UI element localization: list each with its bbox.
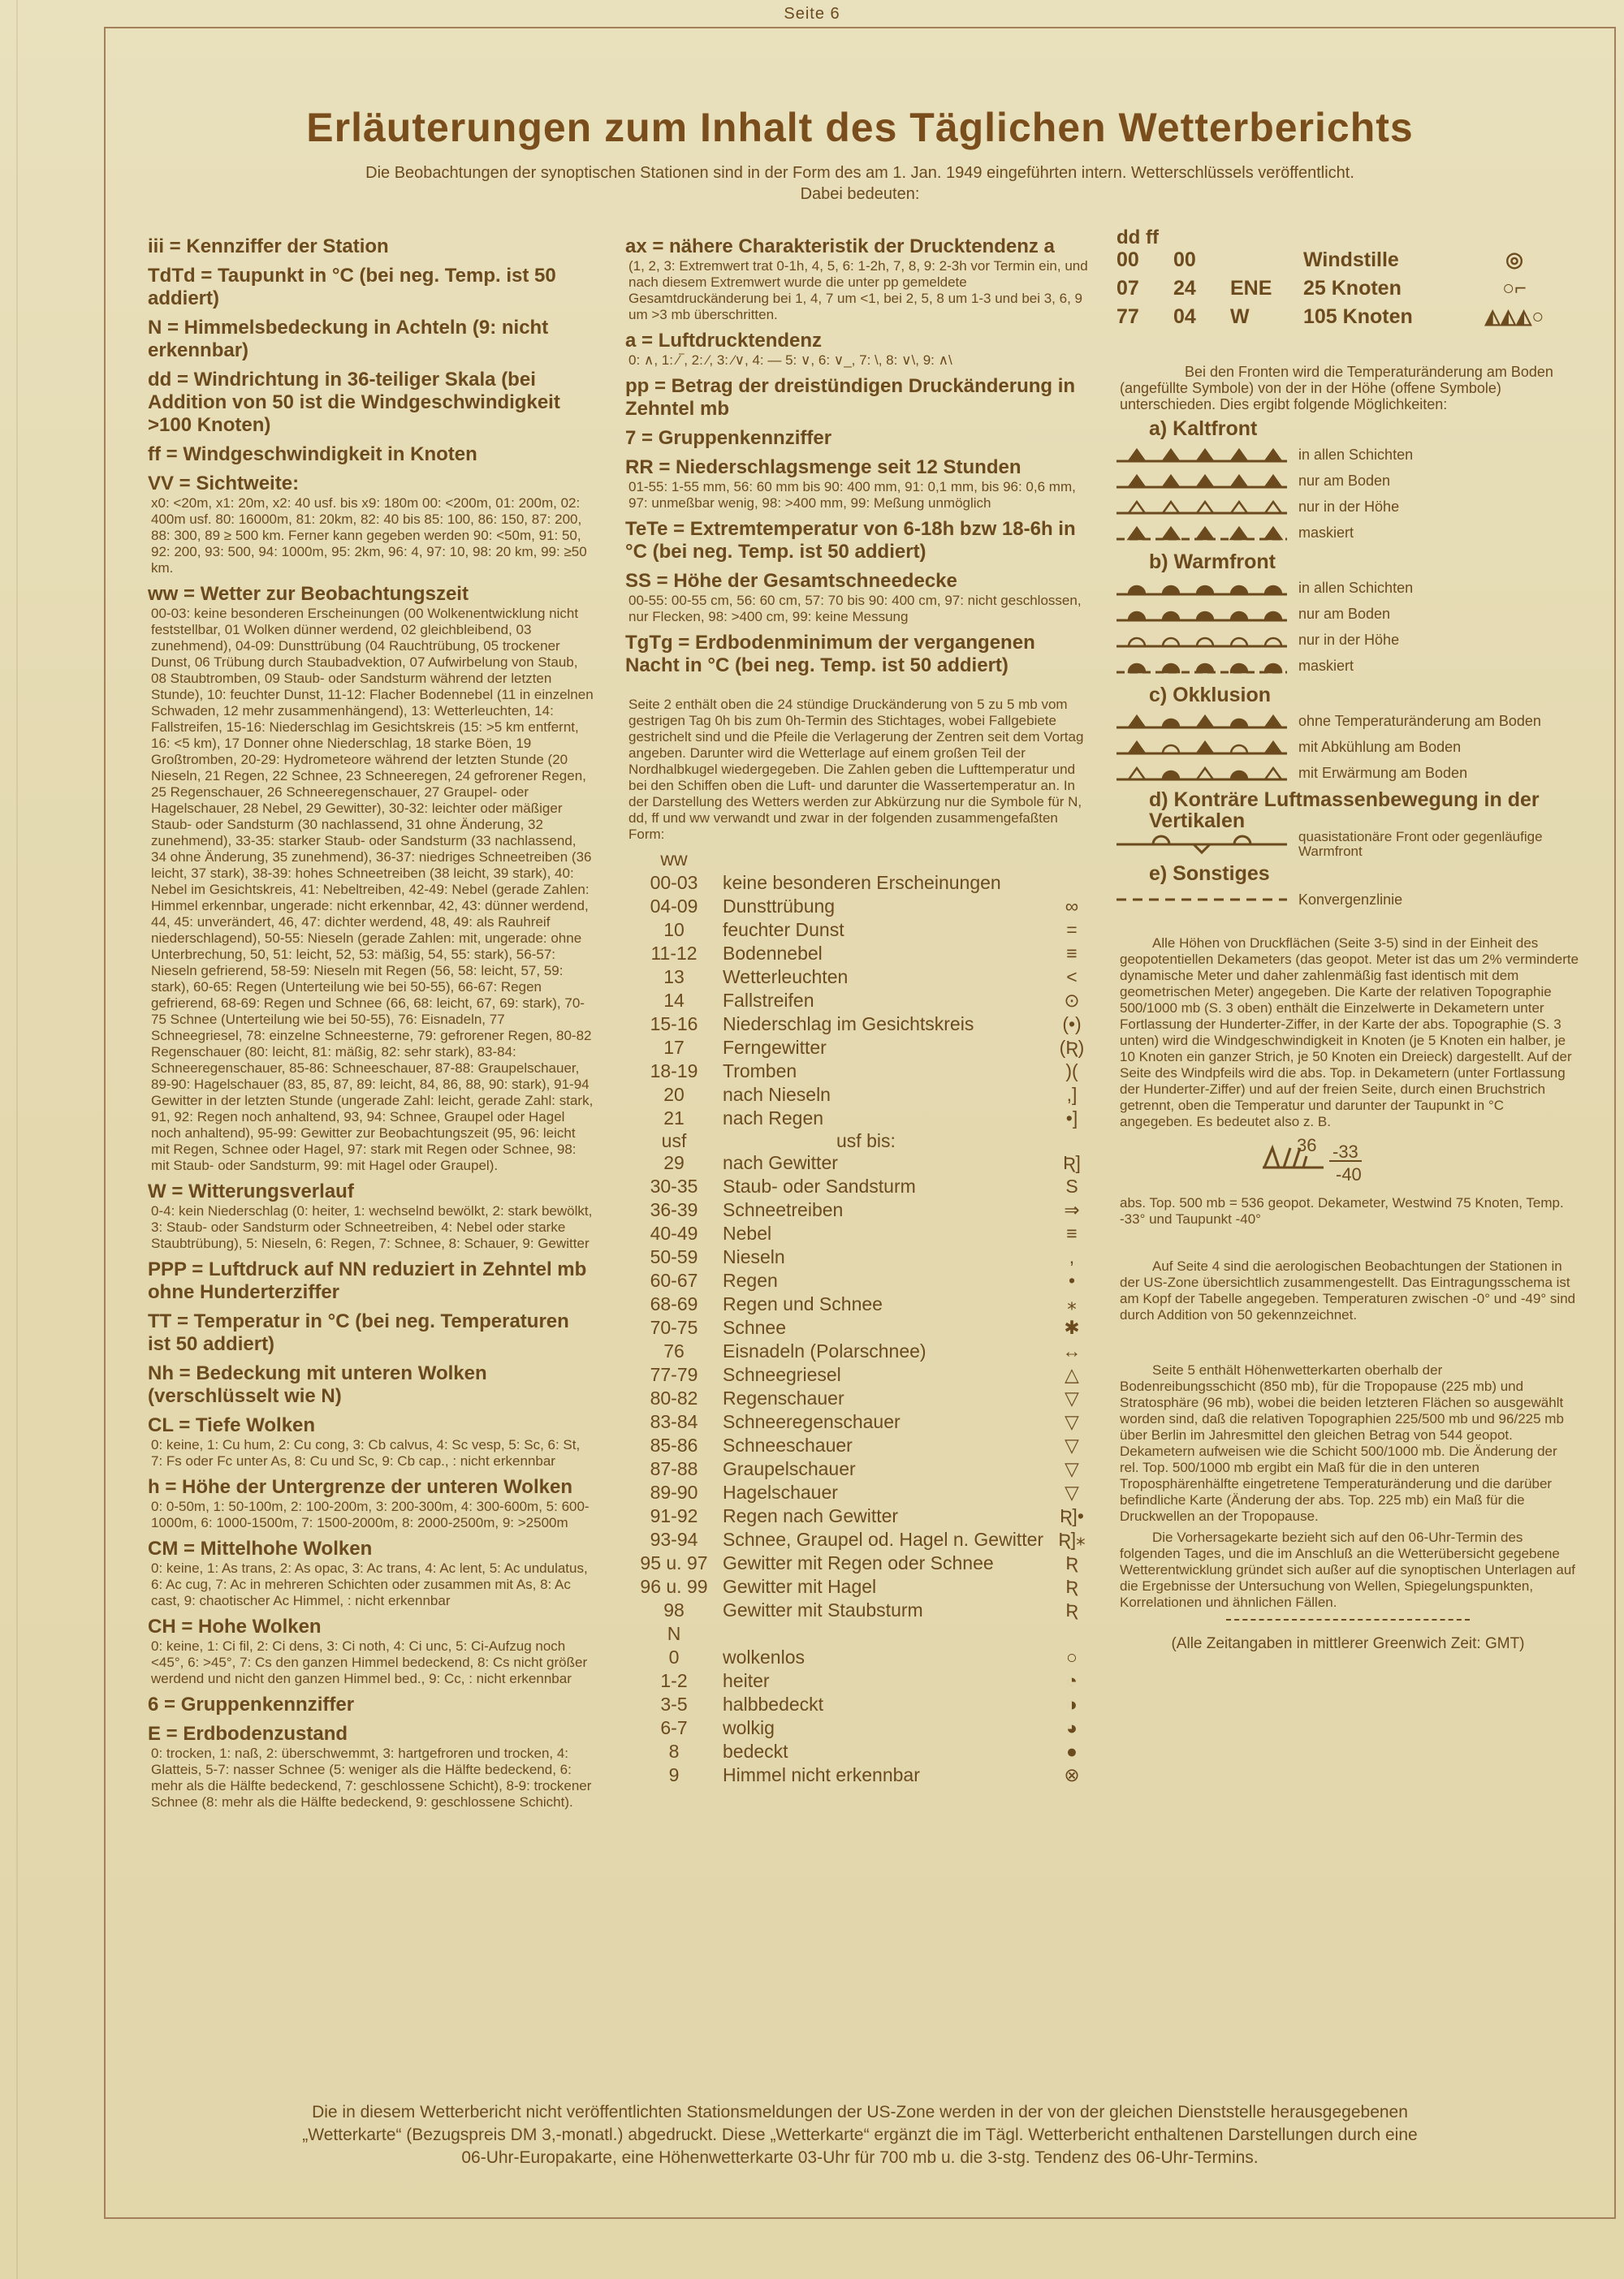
ww-code: 36-39: [650, 1199, 698, 1220]
ww-label: Nebel: [723, 1223, 772, 1244]
kalt-front-row: [1116, 494, 1579, 520]
wind-barb-example-icon: [1255, 1140, 1328, 1172]
stationary-front-symbol: [1116, 835, 1287, 854]
pressure-heading: pp = Betrag der dreistündigen Druckänderung in Zehntel mb: [625, 375, 1076, 420]
kalt-front-symbol: [1116, 497, 1287, 516]
divider-dashed: [1226, 1619, 1470, 1621]
code-text: 0: keine, 1: Cu hum, 2: Cu cong, 3: Cb calvus, 4: Sc vesp, 5: Sc, 6: St, 7: Fs oder Fc unter As, 8: Cu und Sc, 9: Cb cap., : nicht erkennbar: [151, 1437, 581, 1469]
ww-label: Niederschlag im Gesichtskreis: [723, 1013, 974, 1034]
code-heading: N = Himmelsbedeckung in Achteln (9: nicht erkennbar): [148, 317, 549, 361]
ww-row: [625, 1175, 1088, 1198]
wind-direction: W: [1230, 305, 1250, 328]
ww-label: Regen: [723, 1270, 778, 1291]
wind-direction: [1230, 246, 1303, 274]
warmfront-title: b) Warmfront: [1149, 550, 1276, 573]
page-title: Erläuterungen zum Inhalt des Täglichen Wetterberichts: [306, 105, 1414, 150]
kalt-front-symbol: [1116, 445, 1287, 464]
ww-symbol-icon: ▽: [1065, 1388, 1079, 1409]
ww-symbol-icon: ⁎: [1067, 1293, 1077, 1314]
kalt-front-row: [1116, 520, 1579, 546]
column-middle: [625, 229, 1088, 1787]
usf-row: [625, 1130, 1088, 1151]
code-text: 00-03: keine besonderen Erscheinungen (00 Wolkenentwicklung nicht feststellbar, 01 Wolken dünner werdend, 02 gleichbleibend, 03 zunehmend), 04-09: Dunsttrübung (04 Rauchtrübung, 05 trockener Dunst, 06 Trübung durch Staubadvektion, 07 Aufwirbelung von Staub, 08 Staubtromben, 09 Staub- oder Sandsturm während der letzten Stunde), 10: feuchter Dunst, 11-12: Flacher Bodennebel (11 in einzelnen Schwaden, 12 mehr zusammenhängend), 13: Wetterleuchten, 14: Fallstreifen, 15-16: Niederschlag im Gesichtskreis (15: >5 km entfernt, 16: <5 km), 17 Donner ohne Niederschlag, 18 starke Böen, 19 Großtromben, 20-29: Hydrometeore während der letzten Stunde (20 Nieseln, 21 Regen, 22 Schnee, 23 Schneeregen, 24 gefrorener Regen, 25 Regenschauer, 26 Schneeregenschauer, 27 Graupel- oder Hagelschauer, 28 Nebel, 29 Gewitter), 30-32: leichter oder mäßiger Staub- oder Sandsturm (30 nachlassend, 31 ohne Änderung, 32 zunehmend), 33-35: starker Staub- oder Sandsturm (33 nachlassend, 34 ohne Änderung, 35 zunehmend), 36-37: niedriges Schneetreiben (36 leicht, 37 stark), 38-39: hohes Schneetreiben (38 leicht, 39 stark), 40: Nebel im Gesichtskreis, 41: Nebeltreiben, 42-49: Nebel (gerade Zahlen: Himmel erkennbar, ungerade: nicht erkennbar, 42, 43: dünner werdend, 44, 45: unverändert, 46, 47: dichter werdend, 48, 49: als Rauhreif niederschlagend), 50-55: Nieseln (gerade Zahlen: mit, ungerade: ohne Unterbrechung, 50, 51: leicht, 52, 53: mäßig, 54, 55: stark), 56-57: Nieseln gefrierend, 58-59: Nieseln mit Regen (56, 58: leicht, 57, 59: stark), 60-65: Regen (Unterteilung wie bei 50-55), 66-67: Regen gefrierend, 68-69: Regen und Schnee (66, 68: leicht, 67, 69: stark), 70-75 Schnee (Unterteilung wie bei 50-55), 76: Eisnadeln, 77 Schneegriesel, 78: einzelne Schneesterne, 79: gefrorener Regen, 80-82 Regenschauer (80: leicht, 81: mäßig, 82: sehr stark), 83-84: Schneeregenschauer, 85-86: Schneeschauer, 87-88: Graupelschauer, 89-90: Hagelschauer (83, 85, 87, 89: leicht, 84, 86, 88, 90: stark), 91-94 Gewitter in der letzten Stunde (ungerade Zahl: leicht, gerade Zahl: stark, 91, 92: Regen noch anhaltend, 93, 94: Schnee, Graupel oder Hagel noch anhaltend), 95-99: Gewitter zur Beobachtungszeit (95, 96: leicht mit Regen, Schnee oder Hagel, 97: stark mit Regen oder Schnee, 98: mit Staub- oder Sandsturm, 99: mit Hagel oder Graupel).: [151, 606, 594, 1173]
pressure-text: 01-55: 1-55 mm, 56: 60 mm bis 90: 400 mm, 91: 0,1 mm, bis 96: 0,6 mm, 97: unmeßbar wenig, 98: >400 mm, 99: Meßung unmöglich: [628, 479, 1076, 511]
ww-label: Gewitter mit Hagel: [723, 1576, 877, 1597]
ww-symbol-icon: ⇒: [1064, 1199, 1080, 1220]
ww-symbol-icon: ,: [1069, 1246, 1075, 1267]
wind-ff: 24: [1173, 277, 1196, 300]
ww-symbol-icon: S: [1065, 1176, 1078, 1197]
kalt-front-label: maskiert: [1298, 524, 1354, 541]
cloud-cover-code: 6-7: [660, 1717, 688, 1738]
ww-code: 17: [663, 1037, 685, 1058]
ww-code: 96 u. 99: [640, 1576, 708, 1597]
code-heading: E = Erdbodenzustand: [148, 1723, 348, 1745]
warmfront-list: [1116, 575, 1579, 679]
ww-head-label: ww: [660, 848, 688, 870]
cloud-cover-label: bedeckt: [723, 1741, 788, 1762]
cloud-cover-label: heiter: [723, 1670, 770, 1691]
cloud-cover-code: 1-2: [660, 1670, 688, 1691]
code-text: 0: trocken, 1: naß, 2: überschwemmt, 3: hartgefroren und trocken, 4: Glatteis, 5-7: nasser Schnee (5: weniger als die Hälfte bedeckend, 6: mehr als die Hälfte bedeckend, 7: geschlossene Schicht), 8-9: trockener Schnee (8: mehr als die Hälfte bedeckend, 9: geschlossene Schicht).: [151, 1746, 592, 1810]
code-heading: 6 = Gruppenkennziffer: [148, 1694, 355, 1716]
cloud-cover-label: Himmel nicht erkennbar: [723, 1764, 920, 1785]
page-number: Seite 6: [784, 5, 840, 23]
ww-row: [625, 1599, 1088, 1622]
wind-row: [1116, 303, 1579, 331]
ww-label: Schneetreiben: [723, 1199, 844, 1220]
kalt-front-symbol: [1116, 523, 1287, 542]
ww-symbol-icon: <: [1066, 966, 1078, 987]
ww-code: 98: [663, 1599, 685, 1621]
wind-example: [1255, 1137, 1579, 1187]
konvergenz-row: [1116, 887, 1579, 913]
cloud-cover-row: [625, 1669, 1088, 1693]
ww-row: [625, 1410, 1088, 1434]
ww-row: [625, 1434, 1088, 1457]
ww-symbol-icon: Ʀ: [1065, 1576, 1078, 1597]
ww-symbol-icon: ↔: [1062, 1340, 1082, 1362]
ww-label: Schnee: [723, 1317, 787, 1338]
pressure-heading: TeTe = Extremtemperatur von 6-18h bzw 18-6h in °C (bei neg. Temp. ist 50 addiert): [625, 518, 1076, 563]
ww-row: [625, 1012, 1088, 1036]
ww-symbol-icon: Ʀ]⁎: [1058, 1529, 1086, 1550]
kaltfront-list: [1116, 442, 1579, 546]
wind-direction: ENE: [1230, 277, 1272, 300]
code-heading: PPP = Luftdruck auf NN reduziert in Zehntel mb ohne Hunderterziffer: [148, 1258, 587, 1303]
kalt-front-row: [1116, 442, 1579, 468]
ww-code: 04-09: [650, 896, 698, 917]
ww-row: [625, 1481, 1088, 1504]
ww-label: Staub- oder Sandsturm: [723, 1176, 916, 1197]
cloud-cover-symbol-icon: ◑: [1066, 1694, 1078, 1715]
fronts-intro: Bei den Fronten wird die Temperaturänderung am Boden (angefüllte Symbole) von der in der Höhe (offene Symbole) unterschieden. Dies ergibt folgende Möglichkeiten:: [1120, 364, 1553, 412]
ww-label: Ferngewitter: [723, 1037, 827, 1058]
code-heading: VV = Sichtweite:: [148, 473, 300, 494]
ww-label: Gewitter mit Staubsturm: [723, 1599, 923, 1621]
ww-row: [625, 1083, 1088, 1107]
ww-label: nach Nieseln: [723, 1084, 831, 1105]
ww-label: nach Regen: [723, 1107, 824, 1129]
example-caption: abs. Top. 500 mb = 536 geopot. Dekameter, Westwind 75 Knoten, Temp. -33° und Taupunkt -40°: [1120, 1195, 1564, 1227]
okklusion-title: c) Okklusion: [1149, 684, 1272, 706]
ww-code: 83-84: [650, 1411, 698, 1432]
cloud-cover-symbol-icon: ○: [1066, 1647, 1078, 1668]
code-heading: CL = Tiefe Wolken: [148, 1414, 316, 1436]
wind-speed: 25 Knoten: [1303, 277, 1402, 300]
cloud-cover-code: 8: [668, 1741, 680, 1762]
ww-row: [625, 918, 1088, 942]
ww-symbol-icon: )(: [1065, 1060, 1078, 1081]
ww-row: [625, 1528, 1088, 1552]
wind-ff: 00: [1173, 248, 1196, 271]
ww-row: [625, 1222, 1088, 1245]
code-heading: ff = Windgeschwindigkeit in Knoten: [148, 443, 477, 465]
subtitle-line-2: Dabei bedeuten:: [800, 185, 920, 203]
ww-label: Regenschauer: [723, 1388, 844, 1409]
kontraer-row: [1116, 831, 1579, 857]
wind-dd: 77: [1116, 305, 1139, 328]
cloud-cover-code: 3-5: [660, 1694, 688, 1715]
ww-code: 21: [663, 1107, 685, 1129]
pressure-block: [625, 235, 1088, 677]
ww-code: 15-16: [650, 1013, 698, 1034]
ww-row: [625, 1245, 1088, 1269]
konvergenz-label: Konvergenzlinie: [1298, 891, 1403, 908]
usf-left: usf: [661, 1130, 687, 1151]
column-left: [148, 229, 594, 1811]
column-right: [1116, 229, 1579, 1652]
ww-code: 20: [663, 1084, 685, 1105]
ww-row: [625, 965, 1088, 989]
okkl-front-symbol: [1116, 737, 1287, 757]
code-text: 0: keine, 1: Ci fil, 2: Ci dens, 3: Ci noth, 4: Ci unc, 5: Ci-Aufzug noch <45°, 6: >45°, 7: Cs den ganzen Himmel bedeckend, 8: Cs nicht größer werdend und nicht den ganzen Himmel bed., 9: Cc, : nicht erkennbar: [151, 1638, 588, 1686]
pressure-heading: 7 = Gruppenkennziffer: [625, 427, 832, 449]
ww-label: Hagelschauer: [723, 1482, 838, 1503]
ww-label: Schneeregenschauer: [723, 1411, 901, 1432]
ww-row: [625, 1269, 1088, 1293]
footer-note: [104, 2101, 1616, 2169]
ww-code: 14: [663, 990, 685, 1011]
convergence-line-symbol: [1116, 890, 1287, 909]
subtitle: [104, 162, 1616, 205]
ww-code: 91-92: [650, 1505, 698, 1526]
code-text: 0: 0-50m, 1: 50-100m, 2: 100-200m, 3: 200-300m, 4: 300-600m, 5: 600-1000m, 6: 1000-1500m, 7: 1500-2000m, 8: 2000-2500m, 9: >2500m: [151, 1499, 590, 1530]
okkl-front-label: ohne Temperaturänderung am Boden: [1298, 712, 1541, 729]
cloud-cover-row: [625, 1740, 1088, 1763]
ww-symbol-icon: (•): [1062, 1013, 1082, 1034]
ww-row: [625, 1107, 1088, 1130]
warm-front-symbol: [1116, 604, 1287, 624]
code-text: 0: keine, 1: As trans, 2: As opac, 3: Ac trans, 4: Ac lent, 5: Ac undulatus, 6: Ac cug, 7: Ac in mehreren Schichten oder zusammen mit As, 8: Ac cast, 9: chaotischer Ac Himmel, : nicht erkennbar: [151, 1560, 588, 1608]
ww-symbol-icon: •]: [1065, 1107, 1078, 1129]
ww-code: 93-94: [650, 1529, 698, 1550]
code-heading: CH = Hohe Wolken: [148, 1616, 322, 1638]
ww-label: Dunsttrübung: [723, 896, 836, 917]
code-heading: TdTd = Taupunkt in °C (bei neg. Temp. ist 50 addiert): [148, 265, 556, 309]
ww-row: [625, 1504, 1088, 1528]
ww-head: [625, 848, 1088, 871]
warm-front-symbol: [1116, 630, 1287, 650]
ww-label: Wetterleuchten: [723, 966, 849, 987]
ww-row: [625, 1552, 1088, 1575]
warm-front-symbol: [1116, 578, 1287, 598]
ww-code: 85-86: [650, 1435, 698, 1456]
pressure-heading: TgTg = Erdbodenminimum der vergangenen Nacht in °C (bei neg. Temp. ist 50 addiert): [625, 632, 1035, 676]
seite2-text: Seite 2 enthält oben die 24 stündige Druckänderung von 5 zu 5 mb vom gestrigen Tag 0h bis zum 0h-Termin des Stichtages, wobei Fallgebiete gestrichelt sind und die Pfeile die Verlagerung der Zentren seit dem Vortag angeben. Darunter wird die Wetterlage auf einem großen Teil der Nordhalbkugel wiedergegeben. Die Zahlen geben die Lufttemperatur und bei den Schiffen oben die Luft- und darunter die Wassertemperatur an. In der Darstellung des Wetters werden zur Abkürzung nur die Symbole für N, dd, ff und ww verwandt und zwar in der folgenden zusammengefaßten Form:: [628, 697, 1084, 842]
ww-label: Graupelschauer: [723, 1458, 856, 1479]
ww-code: 00-03: [650, 872, 698, 893]
vorhersage-text: Die Vorhersagekarte bezieht sich auf den 06-Uhr-Termin des folgenden Tages, und die im Anschluß an die Wetterübersicht gegebene Wetterentwicklung gründet sich außer auf die synoptischen Unterlagen auf die Ergebnisse der Untersuchung von Wellen, Spiegelungspunkten, Korrelationen und ähnlichen Fällen.: [1120, 1530, 1576, 1610]
wind-dd: 00: [1116, 248, 1139, 271]
ww-label: Schnee, Graupel od. Hagel n. Gewitter: [723, 1529, 1044, 1550]
wind-speed: 105 Knoten: [1303, 305, 1413, 328]
ww-code: 30-35: [650, 1176, 698, 1197]
warm-front-label: in allen Schichten: [1298, 579, 1414, 596]
kalt-front-row: [1116, 468, 1579, 494]
cloud-cover-symbol-icon: ◔: [1066, 1670, 1078, 1691]
cloud-cover-code: 0: [668, 1647, 680, 1668]
wind-speed: Windstille: [1303, 248, 1399, 271]
ww-label: Tromben: [723, 1060, 797, 1081]
ww-row: [625, 989, 1088, 1012]
seite5-text: Seite 5 enthält Höhenwetterkarten oberhalb der Bodenreibungsschicht (850 mb), für die Tropopause (225 mb) und Stratosphäre (96 mb), wobei die beiden letzteren Flächen so ausgewählt worden sind, daß die relativen Topographien 225/500 mb und 96/225 mb über Berlin im Jahresmittel den gleichen Betrag von 544 geopot. Dekametern aufweisen wie die Schicht 500/1000 mb. Die Änderung der rel. Top. 500/1000 mb ergibt ein Maß für die in den unteren Troposphärenhälfte eingetretene Temperaturänderung und die darüber befindliche Karte (Änderung der abs. Top. 225 mb) ein Maß für die Druckwellen an der Tropopause.: [1120, 1362, 1564, 1524]
cloud-cover-label: wolkig: [723, 1717, 775, 1738]
ww-symbol-icon: ≡: [1066, 1223, 1078, 1244]
ww-label: feuchter Dunst: [723, 919, 844, 940]
ww-symbol-icon: Ʀ: [1065, 1599, 1078, 1621]
ww-code: 18-19: [650, 1060, 698, 1081]
ww-code: 10: [663, 919, 685, 940]
cloud-cover-row: [625, 1693, 1088, 1716]
okkl-front-row: [1116, 760, 1579, 786]
n-head: [625, 1622, 1088, 1646]
ww-symbol-icon: Ʀ]: [1063, 1152, 1081, 1173]
example-right: -33: [1329, 1143, 1362, 1162]
wind-dd: 07: [1116, 277, 1139, 300]
code-text: x0: <20m, x1: 20m, x2: 40 usf. bis x9: 180m 00: <200m, 01: 200m, 02: 400m usf. 80: 16000m, 81: 20km, 82: 40 bis 85: 100, 86: 150, 87: 200, 88: 300, 89 ≥ 500 km. Ferner kann gegeben werden 90: <50m, 91: 50, 92: 200, 93: 500, 94: 1000m, 95: 2km, 96: 4, 97: 10, 98: 20 km, 99: ≥50 km.: [151, 495, 587, 576]
ww-row: [625, 1575, 1088, 1599]
pressure-heading: RR = Niederschlagsmenge seit 12 Stunden: [625, 456, 1021, 478]
cloud-cover-code: 9: [668, 1764, 680, 1785]
ww-code: 11-12: [650, 943, 698, 964]
ww-table: [625, 871, 1088, 1130]
kalt-front-symbol: [1116, 471, 1287, 490]
example-top: 36: [1297, 1135, 1317, 1155]
ww-code: 40-49: [650, 1223, 698, 1244]
ww-label: Gewitter mit Regen oder Schnee: [723, 1552, 994, 1573]
pressure-text: 0: ∧, 1: ⁄‾, 2: ⁄, 3: ⁄∨, 4: — 5: ∨, 6: ∨_, 7: \, 8: ∨\, 9: ∧\: [628, 352, 952, 368]
cloud-cover-row: [625, 1716, 1088, 1740]
ww-label: Bodennebel: [723, 943, 823, 964]
ww-row: [625, 1151, 1088, 1175]
ww-symbol-icon: •: [1068, 1270, 1076, 1291]
ww-row: [625, 1363, 1088, 1387]
warm-front-row: [1116, 601, 1579, 627]
wind-row: [1116, 274, 1579, 303]
okkl-front-label: mit Erwärmung am Boden: [1298, 764, 1468, 781]
code-heading: Nh = Bedeckung mit unteren Wolken (verschlüsselt wie N): [148, 1362, 487, 1407]
code-heading: h = Höhe der Untergrenze der unteren Wolken: [148, 1476, 572, 1498]
ww-code: 29: [663, 1152, 685, 1173]
ww-symbol-icon: [1056, 871, 1088, 895]
kalt-front-label: in allen Schichten: [1298, 446, 1414, 463]
ww-label: Fallstreifen: [723, 990, 814, 1011]
gmt-note: (Alle Zeitangaben in mittlerer Greenwich Zeit: GMT): [1171, 1635, 1525, 1652]
ww-symbol-icon: △: [1065, 1364, 1079, 1385]
kaltfront-title: a) Kaltfront: [1149, 417, 1258, 440]
ww-symbol-icon: ▽: [1065, 1411, 1079, 1432]
warm-front-label: nur in der Höhe: [1298, 631, 1400, 648]
ww-code: 89-90: [650, 1482, 698, 1503]
code-heading: W = Witterungsverlauf: [148, 1181, 354, 1202]
ww-code: 77-79: [650, 1364, 698, 1385]
ww-symbol-icon: (Ʀ): [1059, 1037, 1085, 1058]
cloud-cover-symbol-icon: ●: [1066, 1741, 1078, 1762]
code-text: 0-4: kein Niederschlag (0: heiter, 1: wechselnd bewölkt, 2: stark bewölkt, 3: Staub- oder Sandsturm oder Schneetreiben, 4: Nebel oder starke Staubtrübung), 5: Nieseln, 6: Regen, 7: Schnee, 8: Schauer, 9: Gewitter: [151, 1203, 593, 1251]
wind-barb-icon: ◭◭◭○: [1484, 305, 1544, 328]
wind-table: [1116, 246, 1579, 331]
warm-front-label: nur am Boden: [1298, 605, 1391, 622]
ww-symbol-icon: ≡: [1066, 943, 1078, 964]
ww-label: Regen nach Gewitter: [723, 1505, 899, 1526]
warm-front-row: [1116, 653, 1579, 679]
ww-symbol-icon: ✱: [1064, 1317, 1080, 1338]
wind-barb-icon: ○⌐: [1502, 277, 1527, 300]
ww-label: Regen und Schnee: [723, 1293, 883, 1314]
warm-front-row: [1116, 575, 1579, 601]
ww-row: [625, 1198, 1088, 1222]
ww-label: Eisnadeln (Polarschnee): [723, 1340, 926, 1362]
kontraer-label: quasistationäre Front oder gegenläufige Warmfront: [1298, 829, 1543, 859]
cloud-cover-table: [625, 1646, 1088, 1787]
cloud-cover-symbol-icon: ⊗: [1064, 1764, 1080, 1785]
warm-front-row: [1116, 627, 1579, 653]
kalt-front-label: nur in der Höhe: [1298, 498, 1400, 515]
subtitle-line-1: Die Beobachtungen der synoptischen Stationen sind in der Form des am 1. Jan. 1949 eingeführten intern. Wetterschlüssels veröffentlicht.: [365, 164, 1354, 182]
kalt-front-label: nur am Boden: [1298, 472, 1391, 489]
code-heading: TT = Temperatur in °C (bei neg. Temperaturen ist 50 addiert): [148, 1310, 569, 1355]
pressure-heading: a = Luftdrucktendenz: [625, 330, 823, 352]
ww-row: [625, 1060, 1088, 1083]
wind-row: [1116, 246, 1579, 274]
code-heading: iii = Kennziffer der Station: [148, 235, 389, 257]
footer-text: Die in diesem Wetterbericht nicht veröffentlichten Stationsmeldungen der US-Zone werden in der von der gleichen Dienststelle herausgegebenen „Wetterkarte“ (Bezugspreis DM 3,-monatl.) abgedruckt. Diese „Wetterkarte“ ergänzt die im Tägl. Wetterbericht enthaltenen Darstellungen durch eine 06-Uhr-Europakarte, eine Höhenwetterkarte 03-Uhr für 700 mb u. die 3-stg. Tendenz des 06-Uhr-Termins.: [302, 2103, 1418, 2167]
okklusion-list: [1116, 708, 1579, 786]
ww-code: 80-82: [650, 1388, 698, 1409]
pressure-heading: SS = Höhe der Gesamtschneedecke: [625, 570, 957, 592]
ww-symbol-icon: Ʀ]•: [1060, 1505, 1084, 1526]
n-head-label: N: [667, 1623, 681, 1644]
okkl-front-row: [1116, 708, 1579, 734]
okkl-front-row: [1116, 734, 1579, 760]
ww-code: 68-69: [650, 1293, 698, 1314]
ww-row: [625, 1316, 1088, 1340]
code-heading: ww = Wetter zur Beobachtungszeit: [148, 583, 469, 605]
ww-row: [625, 1340, 1088, 1363]
cloud-cover-symbol-icon: ◕: [1066, 1717, 1078, 1738]
ww-code: 50-59: [650, 1246, 698, 1267]
ww-symbol-icon: ⊙: [1064, 990, 1080, 1011]
ww-symbol-icon: =: [1066, 919, 1078, 940]
code-heading: dd = Windrichtung in 36-teiliger Skala (bei Addition von 50 ist die Windgeschwindigkeit >100 Knoten): [148, 369, 560, 436]
ww-symbol-icon: ▽: [1065, 1458, 1079, 1479]
ww-symbol-icon: ,]: [1066, 1084, 1078, 1105]
pressure-heading: ax = nähere Charakteristik der Drucktendenz a: [625, 235, 1055, 257]
ww-row: [625, 895, 1088, 918]
page-edge-shadow: [16, 0, 18, 2279]
cloud-cover-label: halbbedeckt: [723, 1694, 824, 1715]
ww-code: 87-88: [650, 1458, 698, 1479]
cloud-cover-label: wolkenlos: [723, 1647, 805, 1668]
cloud-cover-row: [625, 1646, 1088, 1669]
okkl-front-symbol: [1116, 763, 1287, 783]
example-bottom: -40: [1336, 1164, 1362, 1185]
ww-code: 70-75: [650, 1317, 698, 1338]
hoehen-text: Alle Höhen von Druckflächen (Seite 3-5) sind in der Einheit des geopotentiellen Dekameters (das geopot. Meter ist das um 2% vermindertе dynamische Meter und daher zahlenmäßig fast identisch mit dem geometrischen Meter) angegeben. Die Karte der relativen Topographie 500/1000 mb (S. 3 oben) enthält die Einzelwerte in Dekametern unter Fortlassung der Hunderter-Ziffer, in der Karte der abs. Topographie (S. 3 unten) wird die Windgeschwindigkeit in Knoten (je 5 Knoten ein halber, je 10 Knoten ein ganzer Strich, je 50 Knoten ein Dreieck) dargestellt. Auf der Seite des Windpfeils wird die abs. Top. in Dekametern (unter Fortlassung der Hunderter-Ziffer) und auf der freien Seite, durch einen Bruchstrich getrennt, oben die Temperatur und darunter der Taupunkt in °C angegeben. Es bedeutet also z. B.: [1120, 935, 1579, 1129]
ww-label: Schneegriesel: [723, 1364, 841, 1385]
cloud-cover-row: [625, 1763, 1088, 1787]
pressure-text: 00-55: 00-55 cm, 56: 60 cm, 57: 70 bis 90: 400 cm, 97: nicht geschlossen, nur Flecken, 98: >400 cm, 99: keine Messung: [628, 593, 1082, 624]
usf-right: usf bis:: [836, 1130, 896, 1151]
warm-front-symbol: [1116, 656, 1287, 675]
ww-row: [625, 942, 1088, 965]
okkl-front-label: mit Abkühlung am Boden: [1298, 738, 1462, 755]
ww-code: 60-67: [650, 1270, 698, 1291]
pressure-text: (1, 2, 3: Extremwert trat 0-1h, 4, 5, 6: 1-2h, 7, 8, 9: 2-3h vor Termin ein, und nach diesem Extremwert wurde die unter pp gemeldete Gesamtdruckänderung bei 1, 4, 7 um <1, bei 2, 5, 8 um 1-3 und bei 3, 6, 9 um >3 mb überschritten.: [628, 258, 1088, 322]
ww-code: 13: [663, 966, 685, 987]
code-heading: CM = Mittelhohe Wolken: [148, 1538, 373, 1560]
kontraer-title: d) Konträre Luftmassenbewegung in der Vertikalen: [1149, 788, 1540, 832]
ww-row: [625, 871, 1088, 895]
ww-row: [625, 1457, 1088, 1481]
ww-row: [625, 1036, 1088, 1060]
ww-row: [625, 1293, 1088, 1316]
seite4-text: Auf Seite 4 sind die aerologischen Beobachtungen der Stationen in der US-Zone übersichtlich zusammengestellt. Das Eintragungsschema ist am Kopf der Tabelle angegeben. Temperaturen zwischen -0° und -49° sind durch Addition von 50 gekennzeichnet.: [1120, 1258, 1576, 1323]
ww-symbol-icon: ▽: [1065, 1482, 1079, 1503]
ww-label: Nieseln: [723, 1246, 785, 1267]
wind-head: dd ff: [1116, 227, 1159, 248]
ww-table-2: [625, 1151, 1088, 1622]
wind-ff: 04: [1173, 305, 1196, 328]
warm-front-label: maskiert: [1298, 657, 1354, 674]
ww-label: keine besonderen Erscheinungen: [723, 872, 1001, 893]
sonstiges-title: e) Sonstiges: [1149, 862, 1270, 885]
ww-symbol-icon: Ʀ: [1065, 1552, 1078, 1573]
ww-row: [625, 1387, 1088, 1410]
ww-code: 95 u. 97: [640, 1552, 708, 1573]
ww-symbol-icon: ▽: [1065, 1435, 1079, 1456]
okkl-front-symbol: [1116, 711, 1287, 731]
ww-label: Schneeschauer: [723, 1435, 853, 1456]
ww-label: nach Gewitter: [723, 1152, 838, 1173]
wind-barb-icon: ◎: [1505, 248, 1523, 271]
ww-symbol-icon: ∞: [1065, 896, 1079, 917]
ww-code: 76: [663, 1340, 685, 1362]
